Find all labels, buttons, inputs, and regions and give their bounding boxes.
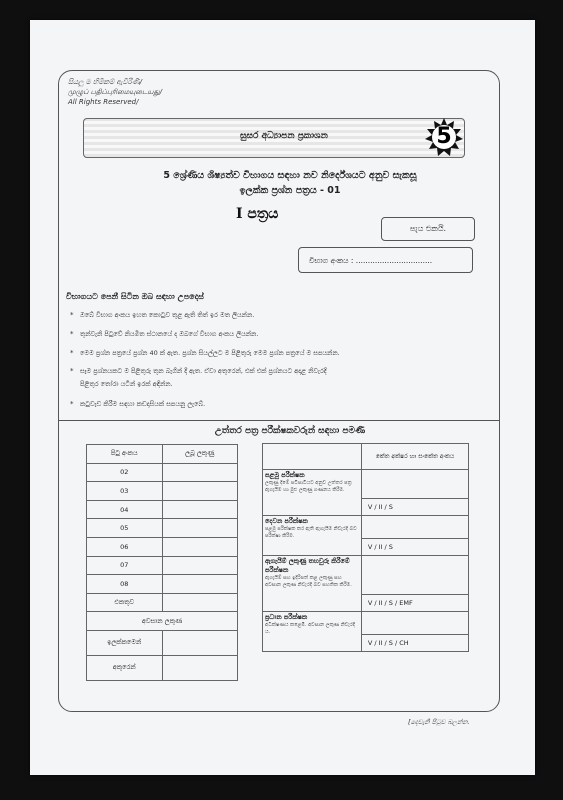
examiner-3-desc: ඇගැයීම් සහ ඉදිරිපත් කළ ලකුණු සහ අවසාන ලකුණ නිවැරදි බව සහතික කිරීම. (265, 575, 352, 588)
table-row (87, 519, 238, 538)
instruction-3: මෙම ප්‍රශ්න පත්‍රයේ ප්‍රශ්න 40 ක් ඇත. ප්‍රශ්න සියල්ලට ම පිළිතුරු මෙම ප්‍රශ්න පත්‍රයේ ම සපයන්න. (80, 349, 340, 357)
table-row (87, 500, 238, 519)
table-row (87, 556, 238, 575)
table-row (87, 482, 238, 501)
page-number: 07 (87, 556, 163, 575)
examiner-4-label: ප්‍රධාන පරීක්ෂක (265, 613, 308, 621)
examiner-2-desc: පළමු පරීක්ෂක කර ඇති ඇගැයීම නිවැරදි බව පරීක්ෂා කිරීම. (265, 526, 357, 539)
signature-cell[interactable] (361, 470, 468, 499)
marks-cell[interactable] (162, 556, 238, 575)
examiner-3-code: V / II / S / EMF (361, 595, 468, 612)
marks-cell[interactable] (162, 482, 238, 501)
publisher-name: සුසර අධ්‍යාපන ප්‍රකාශන (240, 131, 328, 141)
examiner-2-label: දෙවන පරීක්ෂක (265, 517, 308, 525)
examiner-1-cell (263, 470, 362, 516)
signature-cell[interactable] (361, 516, 468, 539)
marks-cell[interactable] (162, 519, 238, 538)
in-numbers-cell[interactable] (162, 630, 238, 655)
examiner-table (262, 443, 469, 652)
examiner-3-cell (263, 556, 362, 612)
examiner-1-label: පළමු පරීක්ෂක (265, 471, 305, 479)
instruction-4-cont: පිළිතුර තෝරා යටින් ඉරක් අඳින්න. (80, 380, 173, 388)
bullet-icon: * (70, 400, 74, 408)
bullet-icon: * (70, 330, 74, 338)
bullet-icon: * (70, 349, 74, 357)
section-divider (58, 420, 500, 421)
examiners-heading: උත්තර පත්‍ර පරීක්ෂකවරුන් සඳහා පමණි (214, 426, 366, 436)
page-number: 06 (87, 537, 163, 556)
exam-heading-line1: 5 ශ්‍රේණිය ශිෂ්‍යත්ව විභාගය සඳහා නව නිර්දේශයට අනුව සැකසූ (163, 170, 417, 181)
instruction-1: ඔබේ විභාග අංකය ඉහත කොටුව තුළ ඇති තිත් ඉර මත ලියන්න. (80, 311, 255, 319)
page-number: 04 (87, 500, 163, 519)
bullet-icon: * (70, 367, 74, 375)
examiner-1-code: V / II / S (361, 499, 468, 516)
copyright-notice (68, 77, 162, 107)
marks-cell[interactable] (162, 575, 238, 594)
final-mark-label: අවසාන ලකුණ (87, 612, 238, 631)
table-row (87, 575, 238, 594)
copyright-english: All Rights Reserved/ (68, 98, 139, 106)
page-number: 08 (87, 575, 163, 594)
examiner-4-cell (263, 612, 362, 652)
table-row (87, 593, 238, 612)
examiner-1-desc: ලකුණු දීමේ පටිපාටියට අනුව උත්තර පත්‍ර ඇගැයීම හා මුළු ලකුණු ගණනය කිරීම. (265, 480, 352, 493)
examiner-2-cell (263, 516, 362, 556)
exam-heading-line2: ඉලක්ක ප්‍රශ්න පත්‍රය - 01 (239, 185, 341, 196)
code-header: කේත අක්ෂර හා සංකේත අංකය (361, 444, 468, 470)
blank-header-cell (263, 444, 362, 470)
examiner-2-code: V / II / S (361, 539, 468, 556)
next-page-note: [දෙවැනි පිටුව බලන්න. (408, 718, 470, 726)
total-cell[interactable] (162, 593, 238, 612)
examiner-3-label: ඇගැයීම් ලකුණු තහවුරු කිරීමේ පරීක්ෂක (265, 557, 350, 574)
page-number: 02 (87, 463, 163, 482)
examiner-4-code: V / II / S / CH (361, 635, 468, 652)
signature-cell[interactable] (361, 556, 468, 595)
marks-cell[interactable] (162, 463, 238, 482)
signature-cell[interactable] (361, 612, 468, 635)
page-number: 05 (87, 519, 163, 538)
instruction-2: තුන්වැනි පිටුවේ නියමිත ස්ථානයේ ද ඔබගේ විභාග අංකය ලියන්න. (80, 330, 259, 338)
copyright-tamil: முழுப் பதிப்புரிமையுடையது/ (68, 88, 162, 96)
paper-title: I පත්‍රය (236, 206, 279, 222)
marks-table (86, 444, 238, 681)
total-label: එකතුව (87, 593, 163, 612)
col-header-marks: ලබූ ලකුණු (162, 445, 238, 464)
page-number: 03 (87, 482, 163, 501)
grade-number: 5 (436, 124, 452, 149)
bullet-icon: * (70, 311, 74, 319)
duration-box: පැය එකයි. (381, 217, 475, 241)
in-numbers-label: ඉලක්කමෙන් (87, 630, 163, 655)
table-row (87, 537, 238, 556)
instruction-5: කටුවැඩ කිරීම සඳහා කඩදාසියක් සපයනු ලැබේ. (80, 400, 206, 408)
in-words-label: අකුරෙන් (87, 655, 163, 680)
col-header-page: පිටු අංකය (87, 445, 163, 464)
instruction-4: සෑම ප්‍රශ්නයකට ම පිළිතුරු තුන බැගින් දී ඇත. ඒවා අතුරෙන්, එක් එක් ප්‍රශ්නයට අදාළ නිවැරදි (80, 367, 327, 375)
table-row (87, 463, 238, 482)
copyright-sinhala: සියලු ම හිමිකම් ඇවිරිණි/ (68, 78, 142, 86)
in-words-cell[interactable] (162, 655, 238, 680)
examiner-4-desc: අධීක්ෂණය කළෙමි. අවසාන ලකුණ නිවැරදි ය. (265, 622, 356, 635)
instructions-heading: විභාගයට පෙනී සිටින ඔබ සඳහා උපදෙස් (66, 292, 204, 301)
marks-cell[interactable] (162, 500, 238, 519)
marks-cell[interactable] (162, 537, 238, 556)
index-number-field[interactable]: විභාග අංකය : ................................ (298, 247, 473, 273)
